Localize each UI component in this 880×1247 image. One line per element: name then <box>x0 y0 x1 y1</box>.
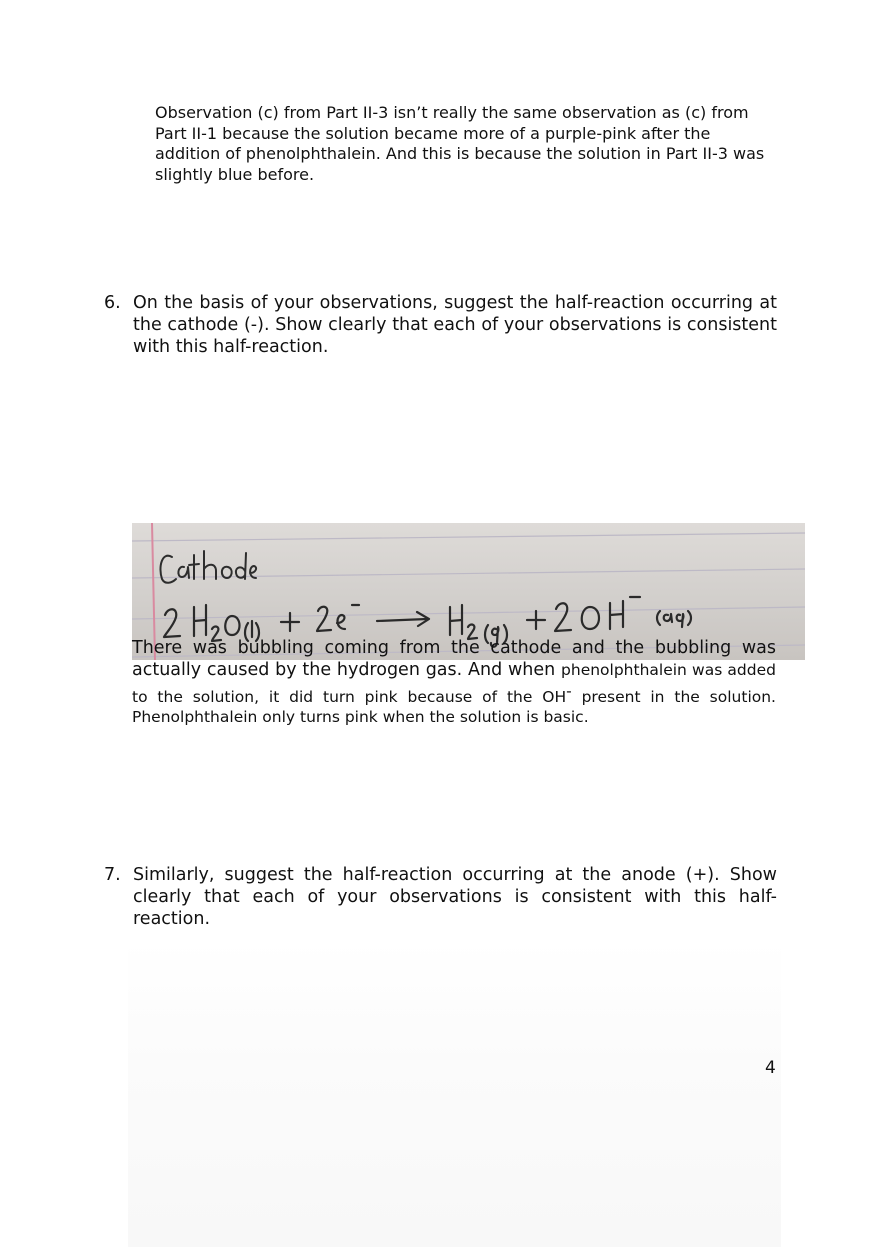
question-6-text: On the basis of your observations, suggest the half-reaction occurring at the cathode (-). Show clearly that each of your observations is consistent with this half-reaction. <box>133 293 777 357</box>
question-7-text: Similarly, suggest the half-reaction occurring at the anode (+). Show clearly that each of your observations is consistent with this half-reaction. <box>133 865 777 929</box>
question-6 <box>104 292 780 362</box>
question-7 <box>104 864 780 934</box>
answer-6-part3: present in the solution. Phenolphthalein only turns pink when the solution is basic. <box>132 688 776 726</box>
answer-6-paragraph <box>132 637 776 727</box>
answer-6-part1: There was bubbling coming from the cathode and the bubbling was actually caused by the hydrogen gas. And when <box>132 638 776 680</box>
hydroxide-charge: - <box>566 682 572 700</box>
answer-6 <box>132 637 776 727</box>
answer-7-area <box>128 940 781 1247</box>
rule-line <box>132 533 805 541</box>
question-7-number: 7. <box>104 865 121 885</box>
rule-line <box>132 607 805 619</box>
page-number: 4 <box>765 1058 776 1078</box>
rule-line <box>132 569 805 578</box>
question-6-number: 6. <box>104 293 121 313</box>
answer-6-part2: phenolphthalein was added to the solution, it did turn pink because of the OH <box>132 661 776 706</box>
observation-c-paragraph: Observation (c) from Part II-3 isn’t really the same observation as (c) from Part II-1 because the solution became more of a purple-pink after the addition of phenolphthalein. And this is because the solution in Part II-3 was slightly blue before. <box>155 103 765 184</box>
